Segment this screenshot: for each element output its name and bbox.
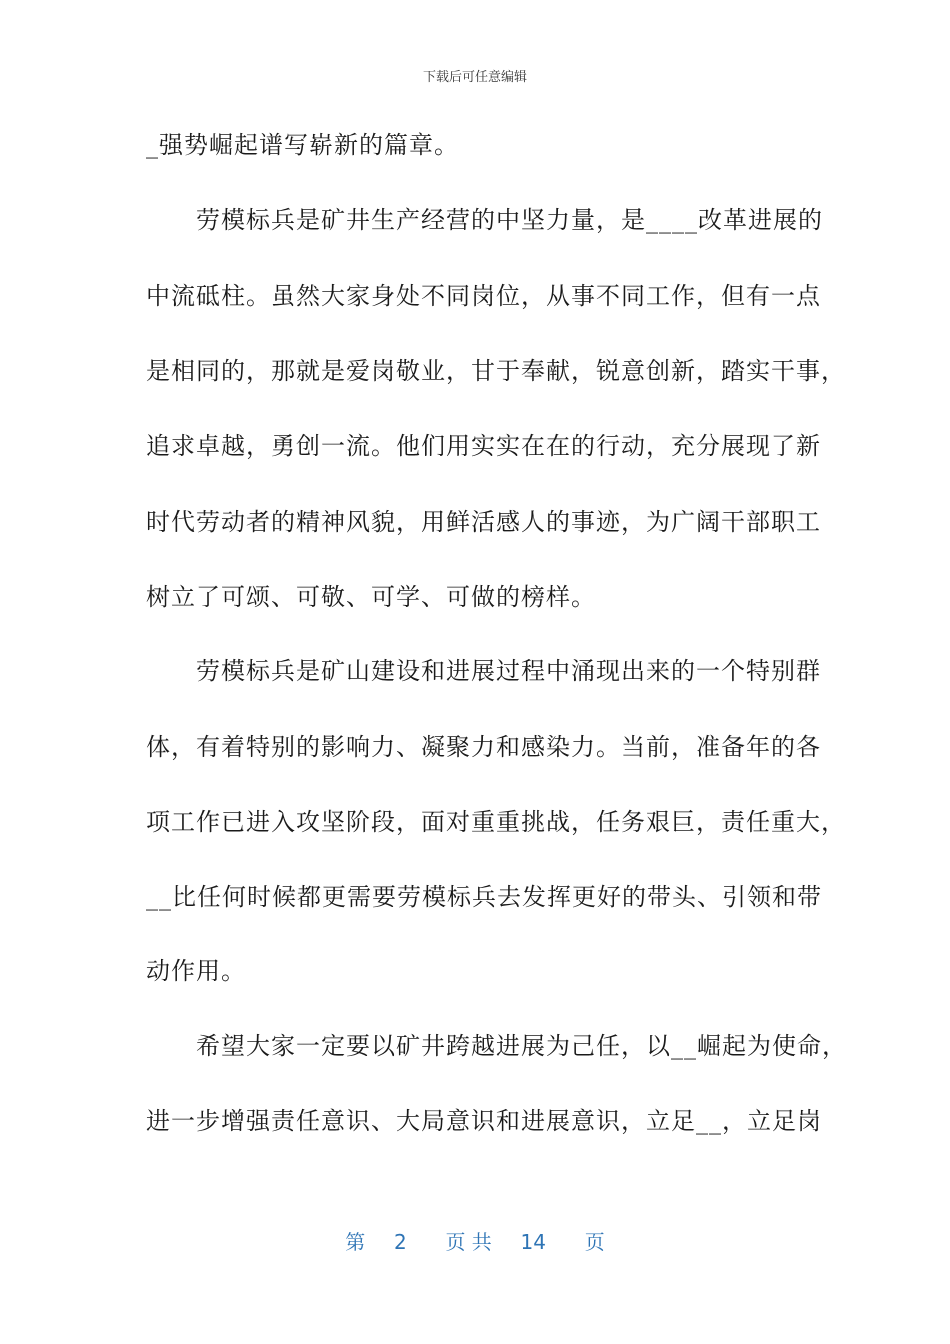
text-line: 劳模标兵是矿井生产经营的中坚力量，是____改革进展的: [146, 206, 823, 234]
text-line: 希望大家一定要以矿井跨越进展为己任，以__崛起为使命，: [146, 1032, 847, 1060]
footer-middle: 页 共: [445, 1230, 492, 1254]
text-line: _强势崛起谱写崭新的篇章。: [146, 131, 459, 159]
text-line: 动作用。: [146, 957, 246, 985]
text-line: 是相同的，那就是爱岗敬业，甘于奉献，锐意创新，踏实干事，: [146, 357, 846, 385]
text-line: 树立了可颂、可敬、可学、可做的榜样。: [146, 583, 596, 611]
text-line: 时代劳动者的精神风貌，用鲜活感人的事迹，为广阔干部职工: [146, 508, 821, 536]
total-pages-number: 14: [520, 1230, 546, 1254]
text-line: 追求卓越，勇创一流。他们用实实在在的行动，充分展现了新: [146, 432, 821, 460]
page-footer: [0, 1226, 950, 1255]
current-page-number: 2: [394, 1230, 407, 1254]
text-line: 项工作已进入攻坚阶段，面对重重挑战，任务艰巨，责任重大，: [146, 808, 846, 836]
text-line: __比任何时候都更需要劳模标兵去发挥更好的带头、引领和带: [146, 883, 822, 911]
text-line: 体，有着特别的影响力、凝聚力和感染力。当前，准备年的各: [146, 733, 821, 761]
text-line: 中流砥柱。虽然大家身处不同岗位，从事不同工作，但有一点: [146, 282, 821, 310]
text-line: 进一步增强责任意识、大局意识和进展意识，立足__，立足岗: [146, 1107, 822, 1135]
text-line: 劳模标兵是矿山建设和进展过程中涌现出来的一个特别群: [146, 657, 821, 685]
footer-suffix: 页: [584, 1230, 605, 1254]
page-header: 下载后可任意编辑: [422, 70, 527, 85]
footer-prefix: 第: [345, 1230, 366, 1254]
